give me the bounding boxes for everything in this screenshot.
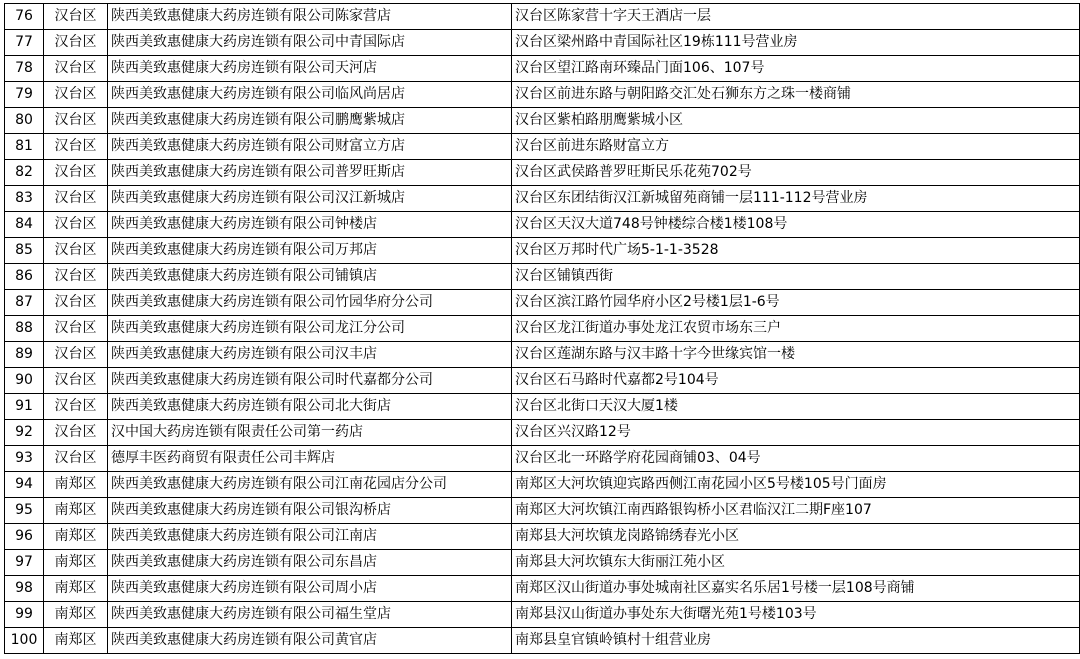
row-number: 93	[5, 446, 44, 472]
store-name-cell: 陕西美致惠健康大药房连锁有限公司钟楼店	[108, 212, 512, 238]
district-cell: 南郑区	[44, 472, 108, 498]
address-cell: 汉台区万邦时代广场5-1-1-3528	[512, 238, 1080, 264]
row-number: 79	[5, 82, 44, 108]
address-cell: 汉台区东团结街汉江新城留苑商铺一层111-112号营业房	[512, 186, 1080, 212]
district-cell: 汉台区	[44, 420, 108, 446]
store-name-cell: 陕西美致惠健康大药房连锁有限公司黄官店	[108, 628, 512, 654]
address-cell: 汉台区前进东路与朝阳路交汇处石狮东方之珠一楼商铺	[512, 82, 1080, 108]
pharmacy-table	[4, 3, 1080, 654]
address-cell: 汉台区铺镇西街	[512, 264, 1080, 290]
table-body	[5, 4, 1080, 654]
row-number: 98	[5, 576, 44, 602]
table-row	[5, 290, 1080, 316]
row-number: 99	[5, 602, 44, 628]
store-name-cell: 陕西美致惠健康大药房连锁有限公司临风尚居店	[108, 82, 512, 108]
store-name-cell: 陕西美致惠健康大药房连锁有限公司中青国际店	[108, 30, 512, 56]
store-name-cell: 德厚丰医药商贸有限责任公司丰辉店	[108, 446, 512, 472]
address-cell: 汉台区滨江路竹园华府小区2号楼1层1-6号	[512, 290, 1080, 316]
row-number: 87	[5, 290, 44, 316]
address-cell: 汉台区前进东路财富立方	[512, 134, 1080, 160]
address-cell: 南郑县大河坎镇东大街丽江苑小区	[512, 550, 1080, 576]
row-number: 84	[5, 212, 44, 238]
address-cell: 南郑县大河坎镇龙岗路锦绣春光小区	[512, 524, 1080, 550]
store-name-cell: 陕西美致惠健康大药房连锁有限公司万邦店	[108, 238, 512, 264]
table-row	[5, 56, 1080, 82]
district-cell: 汉台区	[44, 238, 108, 264]
address-cell: 汉台区莲湖东路与汉丰路十字今世缘宾馆一楼	[512, 342, 1080, 368]
address-cell: 汉台区武侯路普罗旺斯民乐花苑702号	[512, 160, 1080, 186]
table-row	[5, 394, 1080, 420]
row-number: 77	[5, 30, 44, 56]
table-row	[5, 134, 1080, 160]
table-row	[5, 446, 1080, 472]
store-name-cell: 陕西美致惠健康大药房连锁有限公司铺镇店	[108, 264, 512, 290]
table-row	[5, 342, 1080, 368]
table-row	[5, 368, 1080, 394]
district-cell: 南郑区	[44, 550, 108, 576]
table-row	[5, 186, 1080, 212]
address-cell: 汉台区兴汉路12号	[512, 420, 1080, 446]
table-row	[5, 212, 1080, 238]
address-cell: 南郑县汉山街道办事处东大街曙光苑1号楼103号	[512, 602, 1080, 628]
row-number: 96	[5, 524, 44, 550]
district-cell: 汉台区	[44, 290, 108, 316]
district-cell: 汉台区	[44, 394, 108, 420]
store-name-cell: 陕西美致惠健康大药房连锁有限公司时代嘉都分公司	[108, 368, 512, 394]
district-cell: 南郑区	[44, 524, 108, 550]
address-cell: 汉台区紫柏路朋鹰紫城小区	[512, 108, 1080, 134]
table-row	[5, 576, 1080, 602]
row-number: 78	[5, 56, 44, 82]
address-cell: 汉台区望江路南环臻品门面106、107号	[512, 56, 1080, 82]
table-row	[5, 30, 1080, 56]
district-cell: 汉台区	[44, 108, 108, 134]
store-name-cell: 陕西美致惠健康大药房连锁有限公司竹园华府分公司	[108, 290, 512, 316]
district-cell: 汉台区	[44, 368, 108, 394]
row-number: 92	[5, 420, 44, 446]
district-cell: 汉台区	[44, 186, 108, 212]
table-row	[5, 550, 1080, 576]
store-name-cell: 陕西美致惠健康大药房连锁有限公司东昌店	[108, 550, 512, 576]
store-name-cell: 陕西美致惠健康大药房连锁有限公司鹏鹰紫城店	[108, 108, 512, 134]
district-cell: 汉台区	[44, 134, 108, 160]
table-row	[5, 238, 1080, 264]
address-cell: 汉台区天汉大道748号钟楼综合楼1楼108号	[512, 212, 1080, 238]
row-number: 85	[5, 238, 44, 264]
district-cell: 南郑区	[44, 628, 108, 654]
row-number: 94	[5, 472, 44, 498]
table-row	[5, 420, 1080, 446]
district-cell: 汉台区	[44, 264, 108, 290]
table-row	[5, 498, 1080, 524]
address-cell: 南郑区大河坎镇江南西路银钩桥小区君临汉江二期F座107	[512, 498, 1080, 524]
district-cell: 汉台区	[44, 30, 108, 56]
row-number: 86	[5, 264, 44, 290]
address-cell: 汉台区梁州路中青国际社区19栋111号营业房	[512, 30, 1080, 56]
store-name-cell: 汉中国大药房连锁有限责任公司第一药店	[108, 420, 512, 446]
store-name-cell: 陕西美致惠健康大药房连锁有限公司江南店	[108, 524, 512, 550]
address-cell: 南郑区汉山街道办事处城南社区嘉实名乐居1号楼一层108号商铺	[512, 576, 1080, 602]
address-cell: 汉台区陈家营十字天王酒店一层	[512, 4, 1080, 30]
row-number: 76	[5, 4, 44, 30]
store-name-cell: 陕西美致惠健康大药房连锁有限公司北大街店	[108, 394, 512, 420]
table-row	[5, 4, 1080, 30]
row-number: 100	[5, 628, 44, 654]
district-cell: 汉台区	[44, 212, 108, 238]
row-number: 91	[5, 394, 44, 420]
row-number: 81	[5, 134, 44, 160]
store-name-cell: 陕西美致惠健康大药房连锁有限公司天河店	[108, 56, 512, 82]
district-cell: 南郑区	[44, 498, 108, 524]
row-number: 88	[5, 316, 44, 342]
address-cell: 汉台区石马路时代嘉都2号104号	[512, 368, 1080, 394]
row-number: 95	[5, 498, 44, 524]
store-name-cell: 陕西美致惠健康大药房连锁有限公司龙江分公司	[108, 316, 512, 342]
district-cell: 汉台区	[44, 342, 108, 368]
row-number: 90	[5, 368, 44, 394]
store-name-cell: 陕西美致惠健康大药房连锁有限公司汉江新城店	[108, 186, 512, 212]
table-row	[5, 160, 1080, 186]
table-row	[5, 108, 1080, 134]
district-cell: 汉台区	[44, 4, 108, 30]
store-name-cell: 陕西美致惠健康大药房连锁有限公司福生堂店	[108, 602, 512, 628]
store-name-cell: 陕西美致惠健康大药房连锁有限公司财富立方店	[108, 134, 512, 160]
table-row	[5, 602, 1080, 628]
store-name-cell: 陕西美致惠健康大药房连锁有限公司江南花园店分公司	[108, 472, 512, 498]
district-cell: 汉台区	[44, 446, 108, 472]
row-number: 82	[5, 160, 44, 186]
table-row	[5, 82, 1080, 108]
district-cell: 南郑区	[44, 576, 108, 602]
row-number: 80	[5, 108, 44, 134]
table-row	[5, 316, 1080, 342]
row-number: 97	[5, 550, 44, 576]
store-name-cell: 陕西美致惠健康大药房连锁有限公司周小店	[108, 576, 512, 602]
table-row	[5, 472, 1080, 498]
address-cell: 汉台区北一环路学府花园商铺03、04号	[512, 446, 1080, 472]
store-name-cell: 陕西美致惠健康大药房连锁有限公司银沟桥店	[108, 498, 512, 524]
row-number: 83	[5, 186, 44, 212]
address-cell: 汉台区北街口天汉大厦1楼	[512, 394, 1080, 420]
table-row	[5, 264, 1080, 290]
district-cell: 汉台区	[44, 316, 108, 342]
table-row	[5, 524, 1080, 550]
district-cell: 汉台区	[44, 82, 108, 108]
address-cell: 汉台区龙江街道办事处龙江农贸市场东三户	[512, 316, 1080, 342]
store-name-cell: 陕西美致惠健康大药房连锁有限公司汉丰店	[108, 342, 512, 368]
district-cell: 汉台区	[44, 160, 108, 186]
address-cell: 南郑县皇官镇岭镇村十组营业房	[512, 628, 1080, 654]
address-cell: 南郑区大河坎镇迎宾路西侧江南花园小区5号楼105号门面房	[512, 472, 1080, 498]
district-cell: 南郑区	[44, 602, 108, 628]
district-cell: 汉台区	[44, 56, 108, 82]
store-name-cell: 陕西美致惠健康大药房连锁有限公司普罗旺斯店	[108, 160, 512, 186]
table-row	[5, 628, 1080, 654]
row-number: 89	[5, 342, 44, 368]
store-name-cell: 陕西美致惠健康大药房连锁有限公司陈家营店	[108, 4, 512, 30]
